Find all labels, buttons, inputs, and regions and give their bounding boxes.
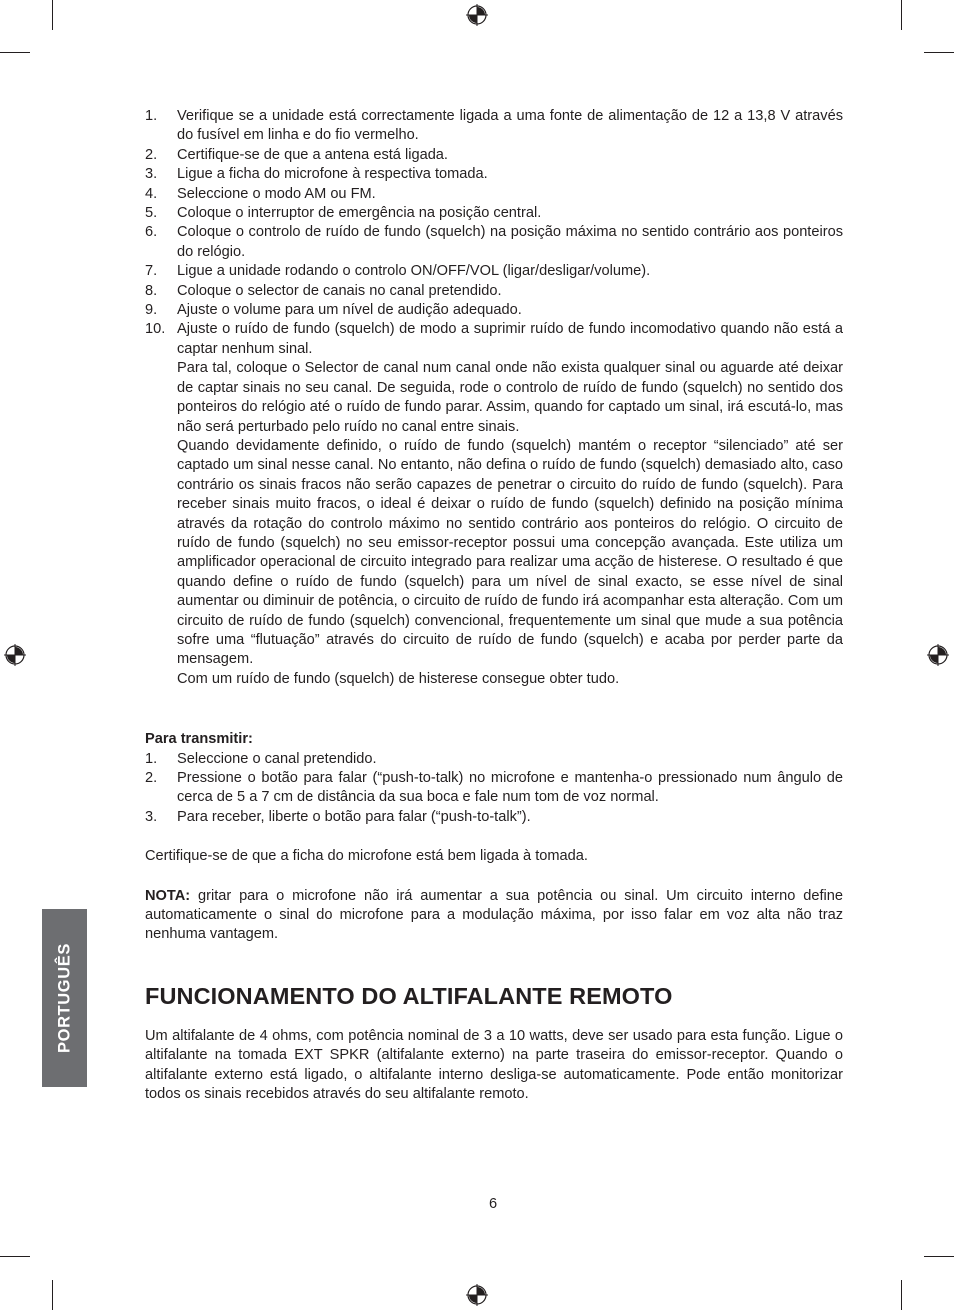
list-item-number: 3.: [145, 166, 158, 183]
section-title: FUNCIONAMENTO DO ALTIFALANTE REMOTO: [145, 982, 673, 1009]
registration-mark-icon: [466, 4, 488, 26]
list-item-number: 7.: [145, 263, 158, 280]
list-item-text: Coloque o controlo de ruído de fundo (squelch) na posição máxima no sentido contrário aos ponteiros do relógio.: [177, 224, 843, 260]
list-item: [145, 320, 843, 689]
page-number: 6: [488, 1196, 498, 1212]
crop-mark: [924, 52, 954, 53]
crop-mark: [52, 0, 53, 30]
list-item-text: Para tal, coloque o Selector de canal num canal onde não exista qualquer sinal ou aguarde até deixar de captar sinais no seu canal. De seguida, rode o controlo de ruído de fundo (squelch) no sentido dos ponteiros do relógio até o ruído de fundo parar. Assim, quando for captado um sinal, irá escutá-lo, mas não será perturbado pelo ruído no canal entre sinais.: [177, 360, 843, 435]
crop-mark: [901, 0, 902, 30]
list-item: [145, 301, 843, 320]
list-item: [145, 146, 843, 165]
list-item: [145, 262, 843, 281]
list-item: [145, 808, 843, 827]
crop-mark: [0, 1256, 30, 1257]
list-item: [145, 204, 843, 223]
mic-note: Certifique-se de que a ficha do microfone está bem ligada à tomada.: [145, 848, 588, 865]
list-item-number: 8.: [145, 282, 158, 299]
list-item-text: Seleccione o canal pretendido.: [177, 750, 377, 767]
note-text: gritar para o microfone não irá aumentar a sua potência ou sinal. Um circuito interno define automaticamente o sinal do microfone para a modulação máxima, por isso falar em voz alta não traz nenhuma vantagem.: [145, 887, 843, 943]
language-tab: [42, 909, 87, 1087]
list-item-number: 1.: [145, 108, 158, 124]
list-item-number: 10.: [145, 321, 166, 338]
list-item-number: 3.: [145, 808, 158, 825]
list-item: [145, 769, 843, 808]
list-item: [145, 185, 843, 204]
list-item-text: Com um ruído de fundo (squelch) de histerese consegue obter tudo.: [177, 670, 620, 687]
list-item-text: Ajuste o volume para um nível de audição adequado.: [177, 302, 522, 319]
list-item-number: 6.: [145, 224, 158, 241]
section-body: Um altifalante de 4 ohms, com potência nominal de 3 a 10 watts, deve ser usado para esta função. Ligue o altifalante na tomada EXT SPKR (altifalante externo) na parte traseira do emissor-receptor. Quando o altifalante externo está ligado, o altifalante interno desliga-se automaticamente. Pode então monitorizar todos os sinais recebidos através do seu altifalante remoto.: [145, 1027, 843, 1103]
list-item: [145, 165, 843, 184]
list-item-text: Ajuste o ruído de fundo (squelch) de modo a suprimir ruído de fundo incomodativo quando não está a captar nenhum sinal.: [177, 321, 843, 357]
list-item-number: 9.: [145, 302, 158, 319]
transmit-heading: Para transmitir:: [145, 731, 253, 748]
list-item: [145, 223, 843, 262]
list-item: [145, 750, 843, 769]
list-item-number: 2.: [145, 146, 158, 163]
registration-mark-icon: [927, 644, 949, 666]
list-item-text: Quando devidamente definido, o ruído de fundo (squelch) mantém o receptor “silenciado” até ser captado um sinal nesse canal. No entanto, não defina o ruído de fundo (squelch) demasiado alto, caso contrário os sinais fracos não serão capazes de penetrar o circuito do ruído de fundo (squelch). Para receber sinais muito fracos, o ideal é deixar o ruído de fundo (squelch) definido na posição mínima através da rotação do controlo máximo no sentido contrário aos ponteiros do relógio. O circuito de ruído de fundo (squelch) no seu emissor-receptor possui uma concepção avançada. Este utiliza um amplificador operacional de circuito integrado para realizar uma acção de histerese. O resultado é que quando define o ruído de fundo (squelch) para um nível de sinal exacto, se esse nível de sinal aumentar ou diminuir de potência, o circuito de ruído de fundo irá acompanhar esta alteração. Com um circuito de ruído de fundo (squelch) convencional, frequentemente um sinal que mude a sua potência sofre uma “flutuação” através do circuito de ruído de fundo (squelch) e acaba por perder parte da mensagem.: [177, 437, 844, 668]
list-item-number: 1.: [145, 750, 158, 767]
crop-mark: [0, 52, 30, 53]
transmit-steps-list: [145, 750, 843, 828]
list-item: [145, 282, 843, 301]
list-item-text: Pressione o botão para falar (“push-to-talk) no microfone e mantenha-o pressionado num ângulo de cerca de 5 a 7 cm de distância da sua boca e fale num tom de voz normal.: [177, 770, 843, 806]
note-label: NOTA:: [145, 887, 191, 904]
page-content: [145, 107, 843, 1104]
registration-mark-icon: [466, 1284, 488, 1306]
operation-steps-list: [145, 107, 843, 689]
list-item-number: 5.: [145, 205, 158, 222]
list-item: [145, 107, 843, 146]
list-item-text: Para receber, liberte o botão para falar (“push-to-talk”).: [177, 808, 531, 825]
crop-mark: [52, 1280, 53, 1310]
note-paragraph: [145, 887, 843, 945]
crop-mark: [924, 1256, 954, 1257]
crop-mark: [901, 1280, 902, 1310]
list-item-text: Ligue a ficha do microfone à respectiva tomada.: [177, 166, 488, 183]
list-item-number: 4.: [145, 185, 158, 202]
list-item-text: Certifique-se de que a antena está ligada.: [177, 146, 448, 163]
list-item-text: Verifique se a unidade está correctamente ligada a uma fonte de alimentação de 12 a 13,8 V através do fusível em linha e do fio vermelho.: [177, 108, 843, 144]
list-item-text: Coloque o interruptor de emergência na posição central.: [177, 205, 542, 222]
list-item-text: Seleccione o modo AM ou FM.: [177, 185, 376, 202]
language-tab-label: PORTUGUÊS: [55, 943, 73, 1053]
list-item-text: Coloque o selector de canais no canal pretendido.: [177, 282, 502, 299]
list-item-text: Ligue a unidade rodando o controlo ON/OFF/VOL (ligar/desligar/volume).: [177, 263, 651, 280]
registration-mark-icon: [4, 644, 26, 666]
list-item-number: 2.: [145, 770, 158, 786]
